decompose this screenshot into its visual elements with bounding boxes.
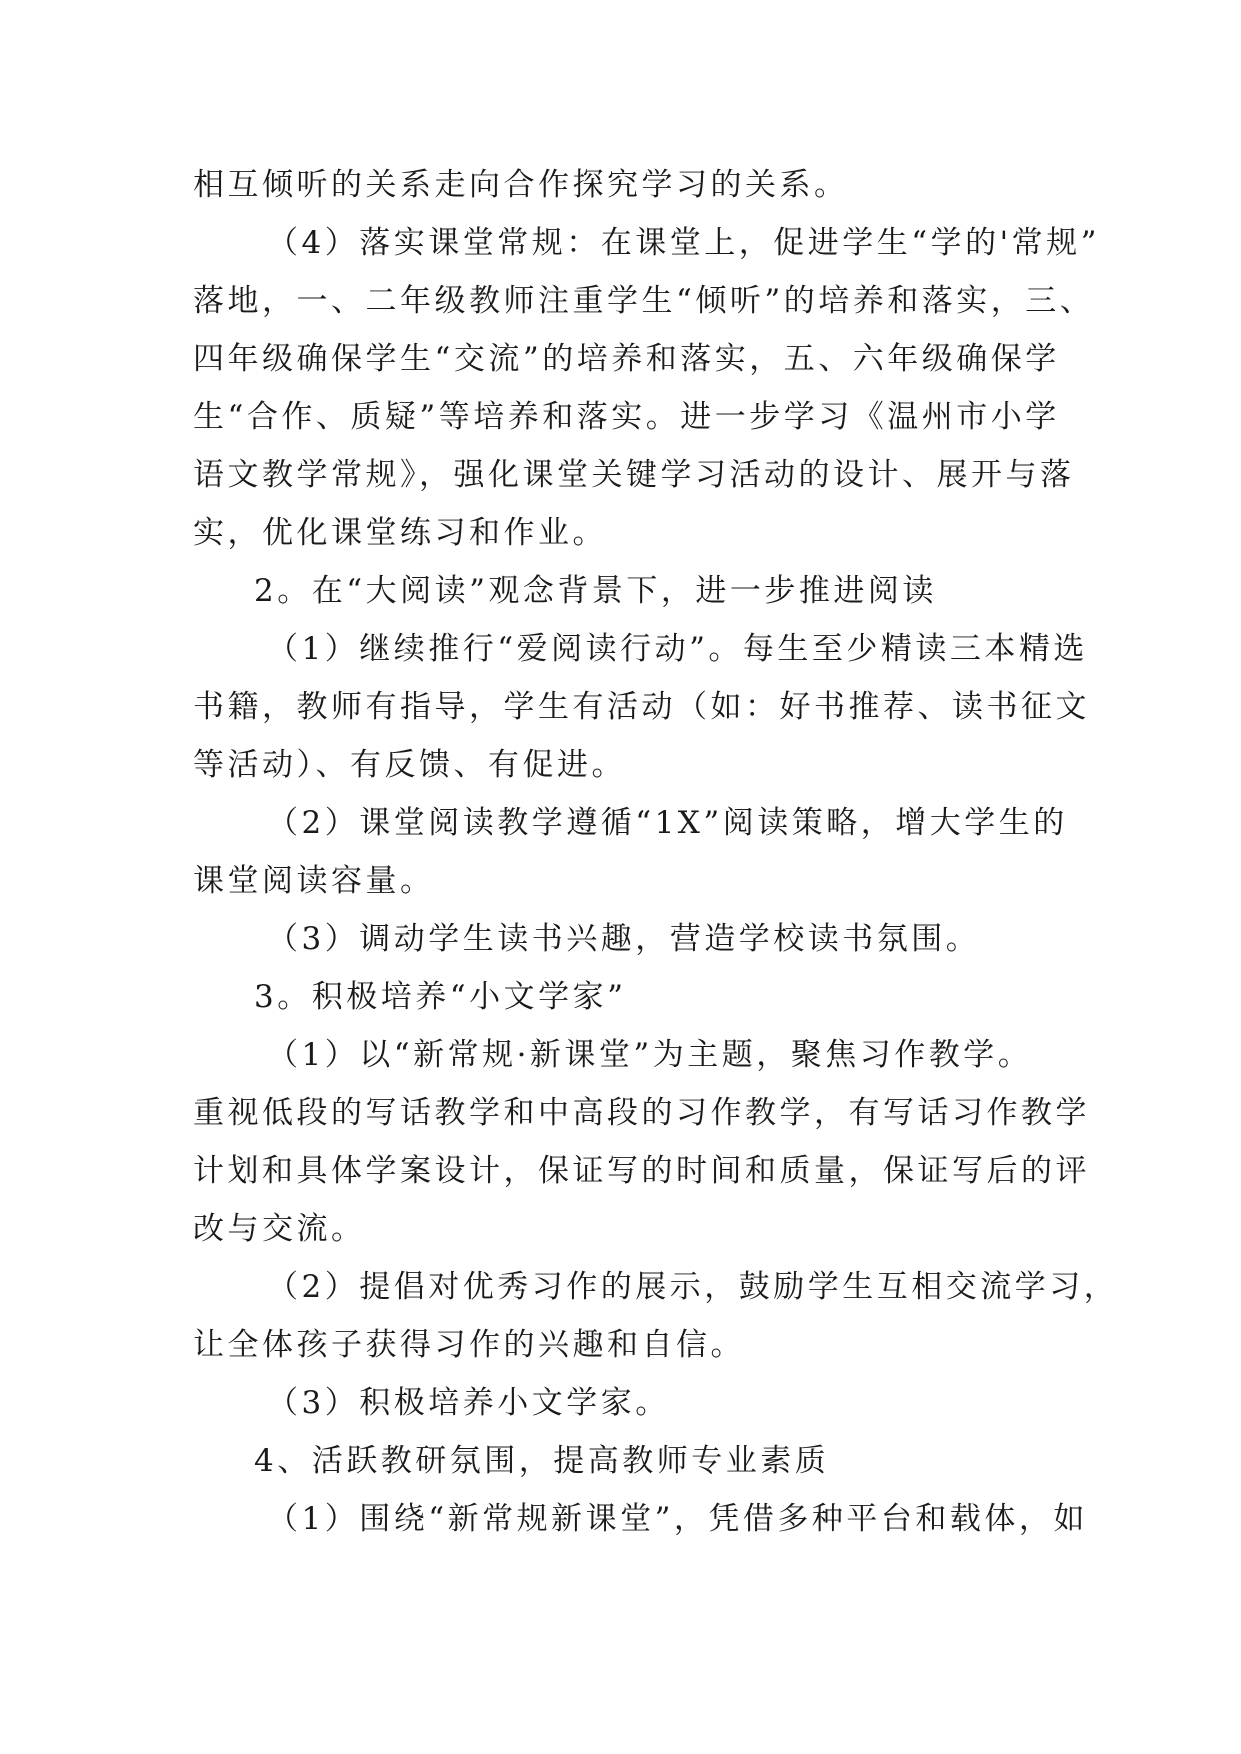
text-line: （3）调动学生读书兴趣，营造学校读书氛围。 — [267, 921, 981, 957]
text-line: 改与交流。 — [193, 1211, 366, 1247]
text-line: 四年级确保学生“交流”的培养和落实，五、六年级确保学 — [193, 341, 1060, 377]
text-line: 课堂阅读容量。 — [193, 863, 435, 899]
text-line: 重视低段的写话教学和中高段的习作教学，有写话习作教学 — [193, 1095, 1090, 1131]
text-line: 相互倾听的关系走向合作探究学习的关系。 — [193, 167, 849, 203]
text-line: （1）继续推行“爱阅读行动”。每生至少精读三本精选 — [267, 631, 1088, 667]
text-line: 落地，一、二年级教师注重学生“倾听”的培养和落实，三、 — [193, 283, 1095, 319]
text-line: （3）积极培养小文学家。 — [267, 1385, 670, 1421]
text-line: 等活动）、有反馈、有促进。 — [193, 747, 626, 783]
text-line: （1）围绕“新常规新课堂”，凭借多种平台和载体，如 — [267, 1501, 1088, 1537]
section-heading: 4、活跃教研氛围，提高教师专业素质 — [254, 1443, 830, 1479]
text-line: 生“合作、质疑”等培养和落实。进一步学习《温州市小学 — [193, 399, 1060, 435]
section-heading: 2。在“大阅读”观念背景下，进一步推进阅读 — [254, 573, 937, 609]
text-line: 计划和具体学案设计，保证写的时间和质量，保证写后的评 — [193, 1153, 1090, 1189]
section-heading: 3。积极培养“小文学家” — [254, 979, 627, 1015]
text-line: 语文教学常规》，强化课堂关键学习活动的设计、展开与落 — [193, 457, 1075, 493]
text-line: （1）以“新常规·新课堂”为主题，聚焦习作教学。 — [267, 1037, 1033, 1073]
text-line: （2）课堂阅读教学遵循“1X”阅读策略，增大学生的 — [267, 805, 1068, 841]
text-line: （4）落实课堂常规：在课堂上，促进学生“学的'常规” — [267, 225, 1100, 261]
text-line: 书籍，教师有指导，学生有活动（如：好书推荐、读书征文 — [193, 689, 1090, 725]
text-line: 实，优化课堂练习和作业。 — [193, 515, 607, 551]
text-line: 让全体孩子获得习作的兴趣和自信。 — [193, 1327, 745, 1363]
text-line: （2）提倡对优秀习作的展示，鼓励学生互相交流学习， — [267, 1269, 1119, 1305]
